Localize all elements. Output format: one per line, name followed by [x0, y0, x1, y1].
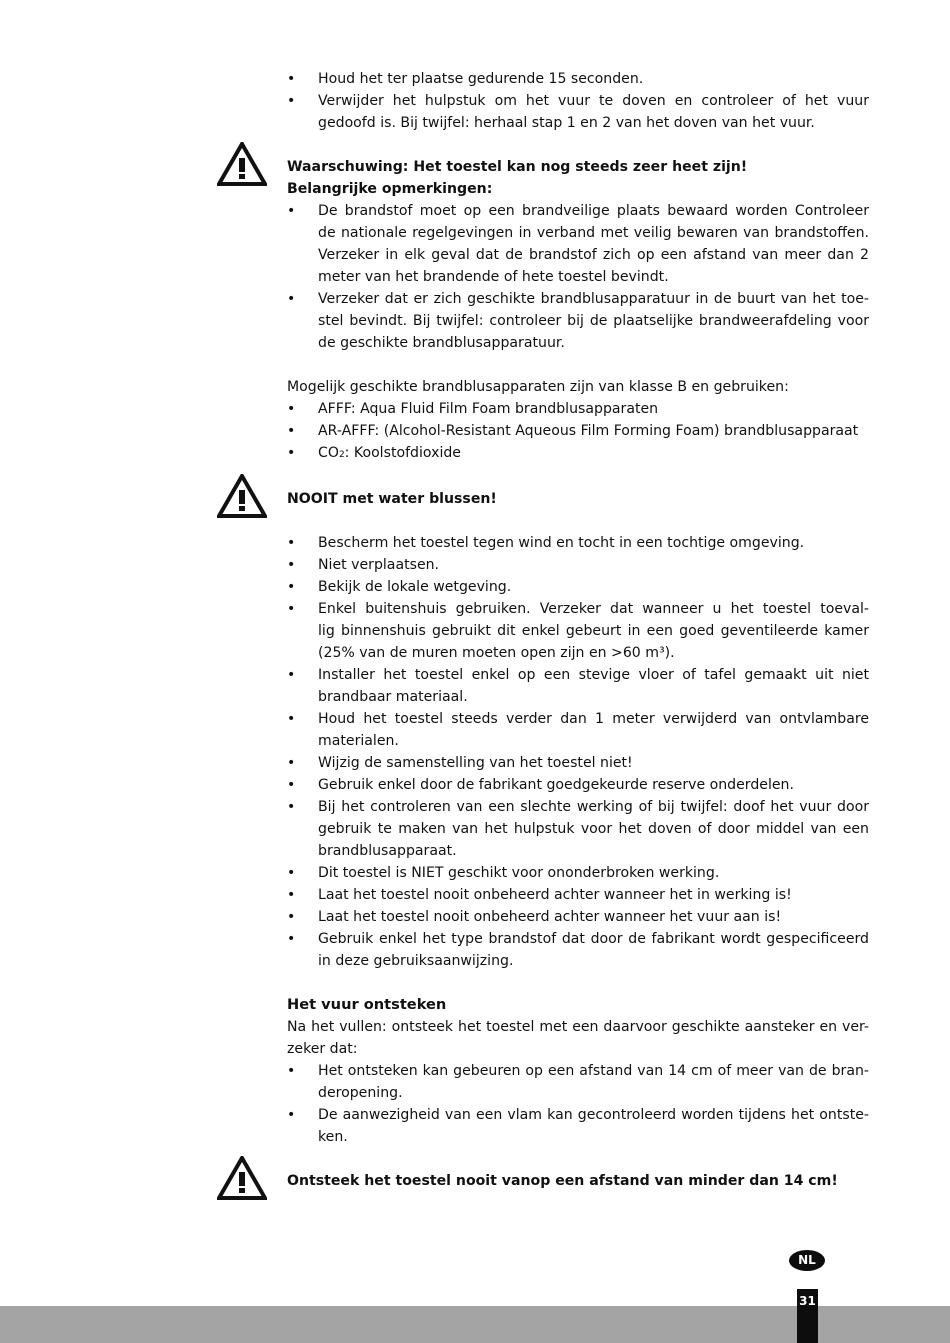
- line: Verzeker in elk geval dat de brandstof zich op een afstand van meer dan 2: [318, 247, 869, 263]
- list-item: [287, 1060, 869, 1104]
- warning-block: [287, 488, 869, 510]
- warning-title: NOOIT met water blussen!: [287, 491, 497, 507]
- list-item: [287, 1104, 869, 1148]
- line: • Bescherm het toestel tegen wind en tocht in een tochtige omgeving.: [318, 535, 805, 551]
- line: • Laat het toestel nooit onbeheerd achter wanneer het vuur aan is!: [318, 909, 782, 925]
- warning-block: [287, 156, 869, 178]
- line: • De aanwezigheid van een vlam kan gecontroleerd worden tijdens het ontste-: [318, 1107, 869, 1123]
- line: • Gebruik enkel het type brandstof dat door de fabrikant wordt gespecificeerd: [318, 931, 869, 947]
- line: brandblusapparaat.: [318, 843, 457, 859]
- line: • AFFF: Aqua Fluid Film Foam brandblusapparaten: [318, 401, 659, 417]
- line: • Verwijder het hulpstuk om het vuur te doven en controleer of het vuur: [318, 93, 869, 109]
- list-item: [287, 200, 869, 288]
- list-item: [287, 598, 869, 664]
- list-item: [287, 532, 869, 554]
- line: • Niet verplaatsen.: [318, 557, 440, 573]
- line: • Installer het toestel enkel op een stevige vloer of tafel gemaakt uit niet: [318, 667, 869, 683]
- co2-prefix: CO: [318, 445, 339, 461]
- line: • Laat het toestel nooit onbeheerd achter wanneer het in werking is!: [318, 887, 792, 903]
- warning-icon: [217, 142, 267, 186]
- list-item: [287, 420, 869, 442]
- line: brandbaar materiaal.: [318, 689, 468, 705]
- list-item: [287, 398, 869, 420]
- paragraph-line: Na het vullen: ontsteek het toestel met een daarvoor geschikte aansteker en ver-: [287, 1019, 869, 1035]
- list-item: [287, 90, 869, 134]
- line: de geschikte brandblusapparatuur.: [318, 335, 565, 351]
- line: • Houd het toestel steeds verder dan 1 meter verwijderd van ontvlambare: [318, 711, 869, 727]
- list-item: [287, 554, 869, 576]
- list-item: [287, 752, 869, 774]
- line: gebruik te maken van het hulpstuk voor het doven of door middel van een: [318, 821, 869, 837]
- list-item: [287, 906, 869, 928]
- line: de nationale regelgevingen in verband met veilig bewaren van brandstoffen.: [318, 225, 869, 241]
- line: • AR-AFFF: (Alcohol-Resistant Aqueous Film Forming Foam) brandblusapparaat: [318, 423, 859, 439]
- line: materialen.: [318, 733, 399, 749]
- co2-subscript: 2: [338, 450, 345, 460]
- line: • Bij het controleren van een slechte werking of bij twijfel: doof het vuur door: [318, 799, 869, 815]
- warning-icon: [217, 1156, 267, 1200]
- list-item: [287, 664, 869, 708]
- line: • Bekijk de lokale wetgeving.: [318, 579, 512, 595]
- line: meter van het brandende of hete toestel bevindt.: [318, 269, 669, 285]
- line: • Houd het ter plaatse gedurende 15 seconden.: [318, 71, 644, 87]
- warning-title: Ontsteek het toestel nooit vanop een afstand van minder dan 14 cm!: [287, 1173, 838, 1189]
- line: • Verzeker dat er zich geschikte brandblusapparatuur in de buurt van het toe-: [318, 291, 869, 307]
- list-item: [287, 774, 869, 796]
- line: lig binnenshuis gebruikt dit enkel gebeurt in een goed geventileerde kamer: [318, 623, 869, 639]
- line: • Wijzig de samenstelling van het toestel niet!: [318, 755, 633, 771]
- page-content: [287, 68, 869, 1192]
- list-item: [287, 576, 869, 598]
- list-item: [287, 928, 869, 972]
- extinguishers-intro: Mogelijk geschikte brandblusapparaten zijn van klasse B en gebruiken:: [287, 379, 789, 395]
- line: in deze gebruiksaanwijzing.: [318, 953, 514, 969]
- line: (25% van de muren moeten open zijn en >60 m³).: [318, 645, 675, 661]
- language-badge: NL: [789, 1250, 825, 1271]
- co2-text: : Koolstofdioxide: [344, 445, 461, 461]
- line: gedoofd is. Bij twijfel: herhaal stap 1 en 2 van het doven van het vuur.: [318, 115, 815, 131]
- list-item: [287, 68, 869, 90]
- line: • Enkel buitenshuis gebruiken. Verzeker dat wanneer u het toestel toeval-: [318, 601, 869, 617]
- section-heading: Het vuur ontsteken: [287, 996, 447, 1013]
- page-number: 31: [797, 1289, 818, 1343]
- line: • Dit toestel is NIET geschikt voor ononderbroken werking.: [318, 865, 720, 881]
- list-item: [287, 862, 869, 884]
- warning-icon: [217, 474, 267, 518]
- list-item: [287, 708, 869, 752]
- warning-block: [287, 1170, 869, 1192]
- line: • Het ontsteken kan gebeuren op een afstand van 14 cm of meer van de bran-: [318, 1063, 869, 1079]
- list-item: [287, 796, 869, 862]
- line: [318, 442, 869, 466]
- line: stel bevindt. Bij twijfel: controleer bij de plaatselijke brandweerafdeling voor: [318, 313, 869, 329]
- list-item: [287, 884, 869, 906]
- list-item: [287, 442, 869, 466]
- line: • De brandstof moet op een brandveilige plaats bewaard worden Controleer: [318, 203, 869, 219]
- warning-title: Waarschuwing: Het toestel kan nog steeds zeer heet zijn!: [287, 159, 748, 175]
- notes-heading: Belangrijke opmerkingen:: [287, 181, 493, 197]
- paragraph-line: zeker dat:: [287, 1041, 358, 1057]
- list-item: [287, 288, 869, 354]
- line: deropening.: [318, 1085, 403, 1101]
- line: • Gebruik enkel door de fabrikant goedgekeurde reserve onderdelen.: [318, 777, 794, 793]
- line: ken.: [318, 1129, 348, 1145]
